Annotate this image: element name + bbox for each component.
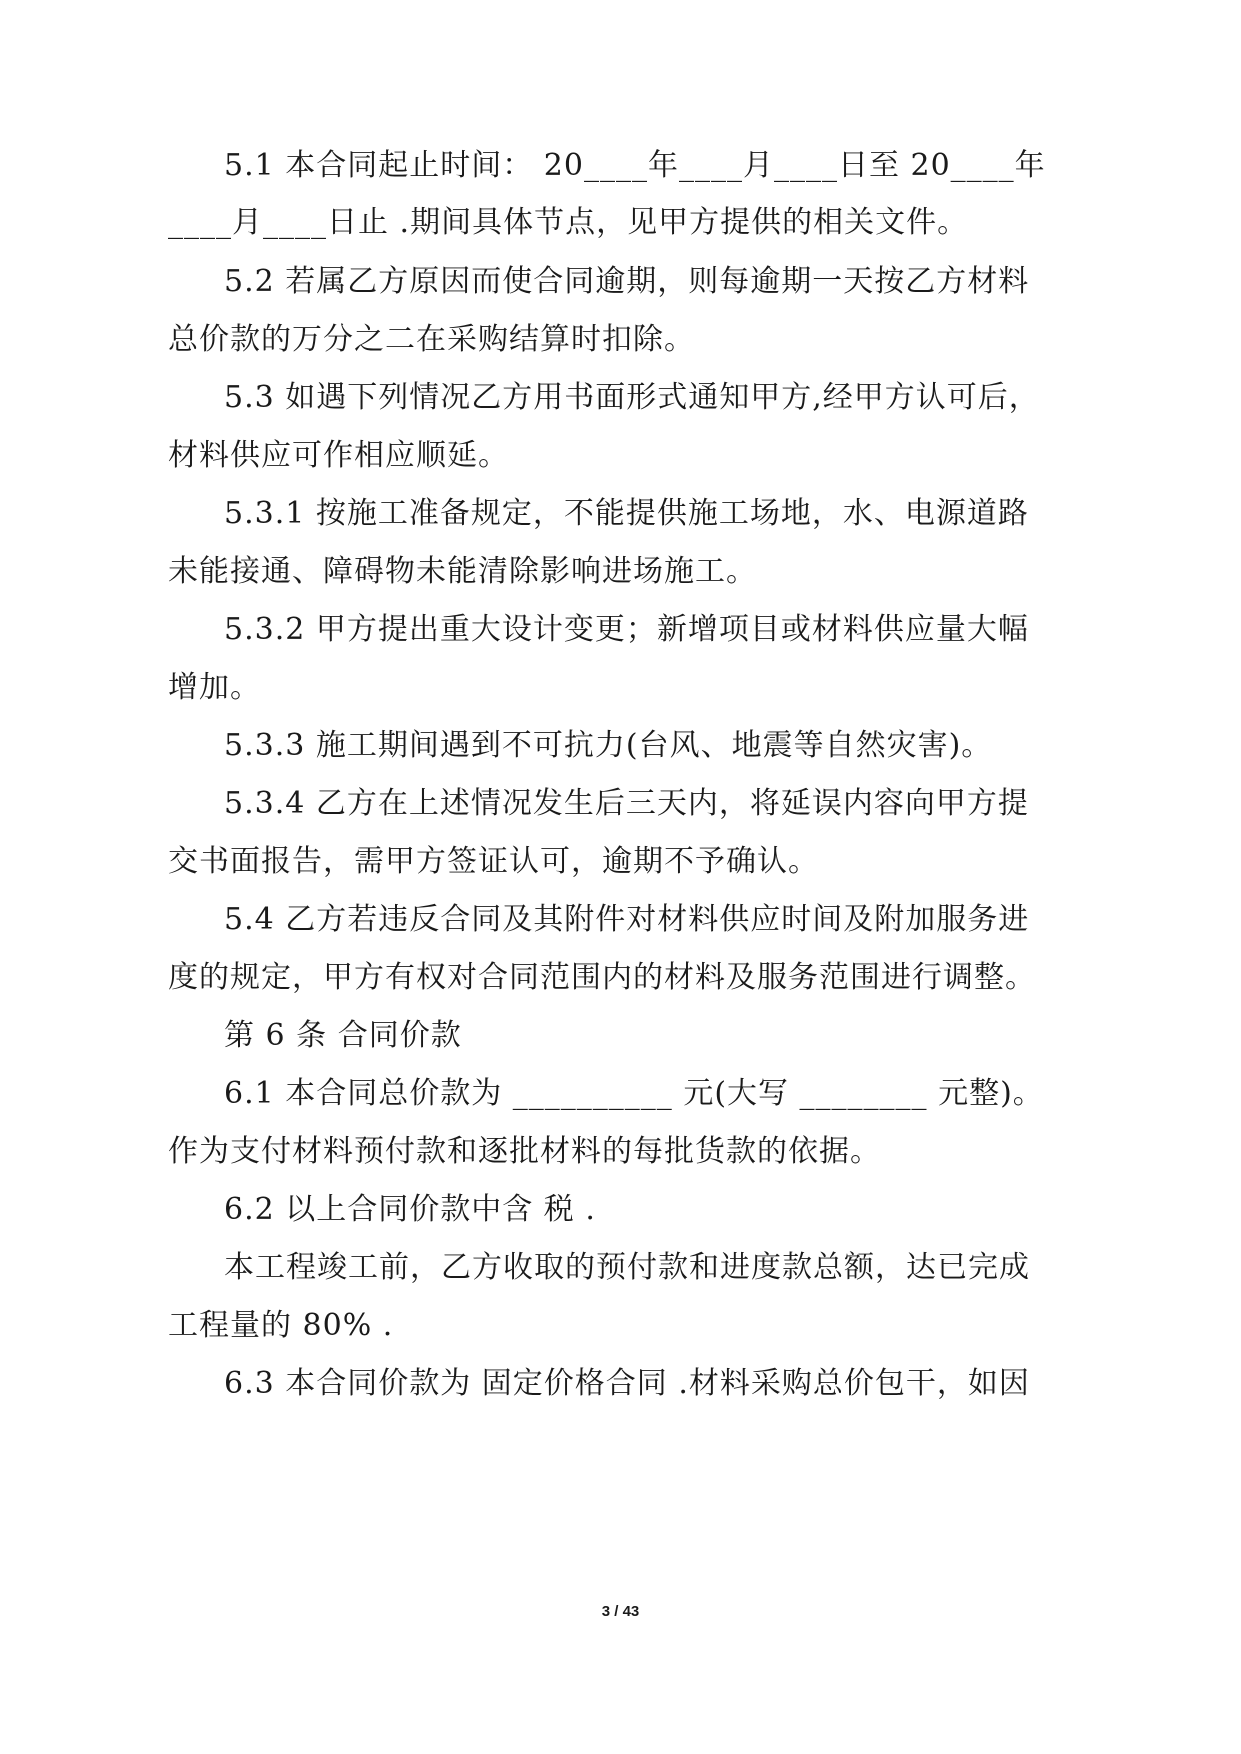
paragraph-line: 5.3 如遇下列情况乙方用书面形式通知甲方,经甲方认可后， (224, 380, 1040, 415)
paragraph-line: 5.2 若属乙方原因而使合同逾期，则每逾期一天按乙方材料 (224, 264, 1030, 299)
paragraph-line: 6.3 本合同价款为 固定价格合同 .材料采购总价包干，如因 (224, 1366, 1030, 1401)
paragraph-line: 5.3.3 施工期间遇到不可抗力(台风、地震等自然灾害)。 (224, 728, 993, 763)
paragraph-line: 度的规定，甲方有权对合同范围内的材料及服务范围进行调整。 (168, 960, 1036, 995)
paragraph-line: 6.2 以上合同价款中含 税 . (224, 1192, 596, 1227)
paragraph-line: 材料供应可作相应顺延。 (168, 438, 509, 473)
paragraph-line: 增加。 (168, 670, 261, 705)
paragraph-line: 交书面报告，需甲方签证认可，逾期不予确认。 (168, 844, 819, 879)
paragraph-line: 5.3.1 按施工准备规定，不能提供施工场地，水、电源道路 (224, 496, 1029, 531)
page-number: 3 / 43 (601, 1603, 640, 1620)
paragraph-line: 5.3.4 乙方在上述情况发生后三天内，将延误内容向甲方提 (224, 786, 1029, 821)
paragraph-line: 未能接通、障碍物未能清除影响进场施工。 (168, 554, 757, 589)
paragraph-line: 工程量的 80% . (168, 1308, 394, 1343)
paragraph-line: 6.1 本合同总价款为 __________ 元(大写 ________ 元整)。 (224, 1076, 1044, 1111)
paragraph-line: ____月____日止 .期间具体节点，见甲方提供的相关文件。 (168, 205, 969, 240)
paragraph-line: 5.1 本合同起止时间： 20____年____月____日至 20____年 (224, 148, 1046, 183)
section-heading: 第 6 条 合同价款 (224, 1018, 462, 1053)
paragraph-line: 本工程竣工前，乙方收取的预付款和进度款总额，达已完成 (224, 1250, 1030, 1285)
paragraph-line: 总价款的万分之二在采购结算时扣除。 (168, 322, 695, 357)
paragraph-line: 5.4 乙方若违反合同及其附件对材料供应时间及附加服务进 (224, 902, 1030, 937)
paragraph-line: 5.3.2 甲方提出重大设计变更；新增项目或材料供应量大幅 (224, 612, 1029, 647)
paragraph-line: 作为支付材料预付款和逐批材料的每批货款的依据。 (168, 1134, 881, 1169)
